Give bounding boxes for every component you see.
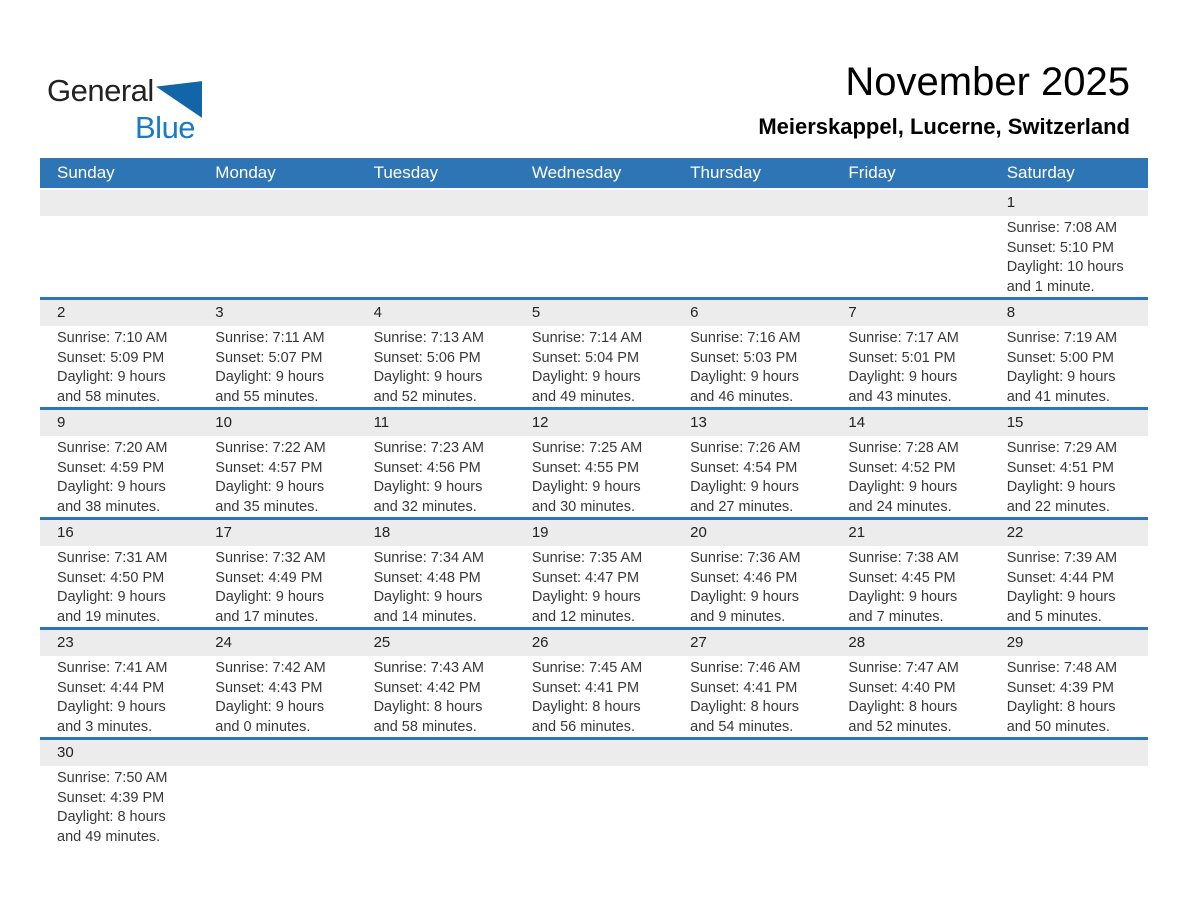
day-number: 14 — [831, 410, 989, 436]
day-info — [515, 326, 673, 407]
daylight-text-line1: Daylight: 9 hours — [531, 589, 641, 605]
day-number: 29 — [990, 630, 1148, 656]
empty-day-cell — [40, 190, 198, 297]
day-number — [673, 740, 831, 766]
day-info — [673, 326, 831, 407]
day-info — [515, 546, 673, 627]
week-row — [40, 190, 1148, 297]
sunrise-text: Sunrise: 7:17 AM — [848, 330, 959, 346]
calendar-day-cell — [198, 410, 356, 517]
day-number: 15 — [990, 410, 1148, 436]
sunset-text: Sunset: 4:43 PM — [215, 679, 323, 696]
day-number — [831, 740, 989, 766]
sunset-text: Sunset: 4:46 PM — [690, 569, 798, 586]
daylight-text-line1: Daylight: 8 hours — [848, 699, 958, 715]
day-number: 5 — [515, 300, 673, 326]
sunset-text: Sunset: 4:51 PM — [1006, 459, 1114, 476]
daylight-text-line1: Daylight: 8 hours — [690, 699, 799, 715]
calendar-day-cell — [357, 520, 515, 627]
day-number: 7 — [831, 300, 989, 326]
daylight-text-line1: Daylight: 9 hours — [1006, 589, 1116, 605]
sunset-text: Sunset: 4:42 PM — [373, 679, 481, 696]
empty-day-cell — [990, 740, 1148, 847]
sunrise-text: Sunrise: 7:16 AM — [690, 330, 801, 346]
sunset-text: Sunset: 4:41 PM — [531, 679, 640, 696]
sunset-text: Sunset: 4:59 PM — [57, 459, 165, 476]
daylight-text-line1: Daylight: 9 hours — [215, 369, 325, 385]
sunrise-text: Sunrise: 7:34 AM — [373, 550, 484, 566]
calendar-day-cell — [515, 300, 673, 407]
daylight-text-line2: and 27 minutes. — [690, 498, 794, 515]
calendar-day-cell — [198, 520, 356, 627]
sunset-text: Sunset: 5:03 PM — [690, 349, 798, 366]
daylight-text-line2: and 1 minute. — [1006, 278, 1095, 295]
empty-day-cell — [831, 740, 989, 847]
sunrise-text: Sunrise: 7:45 AM — [531, 660, 643, 676]
page-subtitle: Meierskappel, Lucerne, Switzerland — [758, 114, 1130, 139]
weekday-header: Sunday — [57, 163, 115, 182]
day-number: 20 — [673, 520, 831, 546]
empty-day-cell — [357, 190, 515, 297]
day-info — [515, 436, 673, 517]
empty-day-cell — [198, 740, 356, 847]
daylight-text-line1: Daylight: 9 hours — [848, 369, 958, 385]
day-info — [673, 656, 831, 737]
day-info — [357, 436, 515, 517]
daylight-text-line2: and 43 minutes. — [848, 388, 952, 405]
calendar-day-cell — [990, 300, 1148, 407]
day-number: 28 — [831, 630, 989, 656]
sunrise-text: Sunrise: 7:36 AM — [690, 550, 801, 566]
daylight-text-line1: Daylight: 9 hours — [57, 479, 166, 495]
day-info — [198, 436, 356, 517]
sunrise-text: Sunrise: 7:23 AM — [373, 440, 484, 456]
daylight-text-line1: Daylight: 9 hours — [531, 369, 641, 385]
daylight-text-line1: Daylight: 9 hours — [1006, 479, 1116, 495]
calendar-day-cell — [515, 520, 673, 627]
day-info — [990, 656, 1148, 737]
sunset-text: Sunset: 4:40 PM — [848, 679, 956, 696]
daylight-text-line1: Daylight: 9 hours — [373, 479, 483, 495]
daylight-text-line1: Daylight: 9 hours — [215, 589, 325, 605]
sunset-text: Sunset: 4:39 PM — [1006, 679, 1114, 696]
daylight-text-line2: and 30 minutes. — [531, 498, 636, 515]
daylight-text-line1: Daylight: 9 hours — [215, 479, 325, 495]
day-number: 12 — [515, 410, 673, 436]
day-number: 19 — [515, 520, 673, 546]
calendar-day-cell — [515, 630, 673, 737]
calendar-day-cell — [831, 520, 989, 627]
daylight-text-line1: Daylight: 9 hours — [690, 479, 799, 495]
day-number: 18 — [357, 520, 515, 546]
day-number — [831, 190, 989, 216]
sunrise-text: Sunrise: 7:25 AM — [531, 440, 643, 456]
daylight-text-line1: Daylight: 8 hours — [1006, 699, 1116, 715]
day-number — [990, 740, 1148, 766]
day-number: 10 — [198, 410, 356, 436]
day-info — [357, 546, 515, 627]
sunset-text: Sunset: 5:00 PM — [1006, 349, 1114, 366]
day-number: 22 — [990, 520, 1148, 546]
daylight-text-line2: and 22 minutes. — [1006, 498, 1110, 515]
sunrise-text: Sunrise: 7:19 AM — [1006, 330, 1118, 346]
daylight-text-line2: and 3 minutes. — [57, 718, 153, 735]
daylight-text-line1: Daylight: 9 hours — [57, 699, 166, 715]
sunrise-text: Sunrise: 7:26 AM — [690, 440, 801, 456]
daylight-text-line2: and 19 minutes. — [57, 608, 161, 625]
general-blue-logo — [47, 74, 202, 143]
day-number: 2 — [40, 300, 198, 326]
day-number — [198, 190, 356, 216]
day-number — [515, 190, 673, 216]
day-info — [198, 546, 356, 627]
daylight-text-line2: and 56 minutes. — [531, 718, 636, 735]
day-number — [40, 190, 198, 216]
day-number: 11 — [357, 410, 515, 436]
day-info — [831, 546, 989, 627]
weekday-header: Saturday — [1006, 163, 1075, 182]
sunset-text: Sunset: 4:52 PM — [848, 459, 956, 476]
day-number — [357, 190, 515, 216]
daylight-text-line2: and 5 minutes. — [1006, 608, 1102, 625]
calendar-day-cell — [990, 630, 1148, 737]
sunrise-text: Sunrise: 7:32 AM — [215, 550, 326, 566]
sunset-text: Sunset: 4:49 PM — [215, 569, 323, 586]
sunrise-text: Sunrise: 7:42 AM — [215, 660, 326, 676]
day-number: 8 — [990, 300, 1148, 326]
calendar-day-cell — [831, 630, 989, 737]
calendar-day-cell — [198, 630, 356, 737]
day-number: 3 — [198, 300, 356, 326]
calendar-day-cell — [990, 410, 1148, 517]
daylight-text-line2: and 54 minutes. — [690, 718, 794, 735]
daylight-text-line2: and 52 minutes. — [848, 718, 952, 735]
day-info — [990, 216, 1148, 297]
calendar-day-cell — [673, 630, 831, 737]
calendar-day-cell — [40, 300, 198, 407]
daylight-text-line2: and 12 minutes. — [531, 608, 636, 625]
day-info — [990, 326, 1148, 407]
sunset-text: Sunset: 4:55 PM — [531, 459, 640, 476]
daylight-text-line2: and 38 minutes. — [57, 498, 161, 515]
daylight-text-line1: Daylight: 9 hours — [373, 369, 483, 385]
day-number — [673, 190, 831, 216]
day-number: 30 — [40, 740, 198, 766]
daylight-text-line2: and 49 minutes. — [531, 388, 636, 405]
week-row — [40, 297, 1148, 407]
daylight-text-line1: Daylight: 8 hours — [531, 699, 641, 715]
day-number: 6 — [673, 300, 831, 326]
day-info — [40, 656, 198, 737]
daylight-text-line2: and 35 minutes. — [215, 498, 319, 515]
calendar-day-cell — [673, 410, 831, 517]
day-number — [198, 740, 356, 766]
daylight-text-line2: and 24 minutes. — [848, 498, 952, 515]
sunrise-text: Sunrise: 7:43 AM — [373, 660, 484, 676]
day-number — [515, 740, 673, 766]
calendar-day-cell — [40, 630, 198, 737]
day-number: 27 — [673, 630, 831, 656]
day-number: 1 — [990, 190, 1148, 216]
calendar-day-cell — [40, 520, 198, 627]
daylight-text-line2: and 49 minutes. — [57, 828, 161, 845]
daylight-text-line1: Daylight: 9 hours — [848, 479, 958, 495]
empty-day-cell — [515, 190, 673, 297]
sunrise-text: Sunrise: 7:31 AM — [57, 550, 168, 566]
sunset-text: Sunset: 5:06 PM — [373, 349, 481, 366]
sunrise-text: Sunrise: 7:10 AM — [57, 330, 168, 346]
daylight-text-line1: Daylight: 9 hours — [57, 369, 166, 385]
sunset-text: Sunset: 4:54 PM — [690, 459, 798, 476]
calendar-day-cell — [831, 410, 989, 517]
sunset-text: Sunset: 4:41 PM — [690, 679, 798, 696]
page-title: November 2025 — [845, 60, 1130, 104]
empty-day-cell — [673, 740, 831, 847]
sunrise-text: Sunrise: 7:35 AM — [531, 550, 643, 566]
day-info — [515, 656, 673, 737]
daylight-text-line2: and 58 minutes. — [373, 718, 477, 735]
sunset-text: Sunset: 4:50 PM — [57, 569, 165, 586]
daylight-text-line2: and 50 minutes. — [1006, 718, 1110, 735]
day-number: 16 — [40, 520, 198, 546]
day-info — [831, 436, 989, 517]
daylight-text-line2: and 46 minutes. — [690, 388, 794, 405]
sunset-text: Sunset: 5:09 PM — [57, 349, 165, 366]
calendar-day-cell — [831, 300, 989, 407]
weeks-container — [40, 190, 1148, 847]
day-info — [198, 326, 356, 407]
sunrise-text: Sunrise: 7:22 AM — [215, 440, 326, 456]
sunrise-text: Sunrise: 7:08 AM — [1006, 220, 1118, 236]
daylight-text-line2: and 41 minutes. — [1006, 388, 1110, 405]
sunrise-text: Sunrise: 7:20 AM — [57, 440, 168, 456]
logo-text-blue: Blue — [135, 110, 196, 145]
sunset-text: Sunset: 4:57 PM — [215, 459, 323, 476]
sunset-text: Sunset: 5:01 PM — [848, 349, 956, 366]
daylight-text-line1: Daylight: 9 hours — [1006, 369, 1116, 385]
daylight-text-line2: and 32 minutes. — [373, 498, 477, 515]
day-info — [673, 436, 831, 517]
day-info — [990, 546, 1148, 627]
day-info — [40, 766, 198, 847]
sunrise-text: Sunrise: 7:50 AM — [57, 770, 168, 786]
sunrise-text: Sunrise: 7:38 AM — [848, 550, 959, 566]
daylight-text-line2: and 9 minutes. — [690, 608, 786, 625]
day-number: 25 — [357, 630, 515, 656]
sunset-text: Sunset: 5:10 PM — [1006, 239, 1114, 256]
day-number: 13 — [673, 410, 831, 436]
daylight-text-line1: Daylight: 9 hours — [531, 479, 641, 495]
week-row — [40, 627, 1148, 737]
sunrise-text: Sunrise: 7:14 AM — [531, 330, 643, 346]
daylight-text-line2: and 55 minutes. — [215, 388, 319, 405]
empty-day-cell — [673, 190, 831, 297]
daylight-text-line1: Daylight: 9 hours — [690, 369, 799, 385]
weekday-header: Monday — [215, 163, 276, 182]
sunset-text: Sunset: 4:44 PM — [57, 679, 165, 696]
daylight-text-line2: and 0 minutes. — [215, 718, 311, 735]
sunrise-text: Sunrise: 7:28 AM — [848, 440, 959, 456]
day-info — [990, 436, 1148, 517]
calendar-day-cell — [673, 520, 831, 627]
day-info — [40, 326, 198, 407]
empty-day-cell — [198, 190, 356, 297]
calendar-day-cell — [40, 740, 198, 847]
sunrise-text: Sunrise: 7:48 AM — [1006, 660, 1118, 676]
empty-day-cell — [357, 740, 515, 847]
empty-day-cell — [515, 740, 673, 847]
daylight-text-line1: Daylight: 9 hours — [57, 589, 166, 605]
weekday-header: Wednesday — [531, 163, 622, 182]
daylight-text-line1: Daylight: 8 hours — [57, 809, 166, 825]
weekday-header-row — [40, 158, 1148, 188]
calendar-day-cell — [990, 520, 1148, 627]
sunrise-text: Sunrise: 7:39 AM — [1006, 550, 1118, 566]
calendar-day-cell — [673, 300, 831, 407]
day-info — [357, 326, 515, 407]
calendar-day-cell — [357, 410, 515, 517]
daylight-text-line1: Daylight: 9 hours — [690, 589, 799, 605]
day-info — [198, 656, 356, 737]
day-info — [357, 656, 515, 737]
sunset-text: Sunset: 4:44 PM — [1006, 569, 1114, 586]
daylight-text-line1: Daylight: 9 hours — [373, 589, 483, 605]
day-number: 9 — [40, 410, 198, 436]
daylight-text-line1: Daylight: 9 hours — [215, 699, 325, 715]
sunrise-text: Sunrise: 7:47 AM — [848, 660, 959, 676]
weekday-header: Tuesday — [373, 163, 439, 182]
week-row — [40, 407, 1148, 517]
sunset-text: Sunset: 4:48 PM — [373, 569, 481, 586]
daylight-text-line1: Daylight: 8 hours — [373, 699, 483, 715]
logo-text-general: General — [47, 73, 154, 108]
calendar-day-cell — [515, 410, 673, 517]
daylight-text-line2: and 52 minutes. — [373, 388, 477, 405]
day-info — [40, 436, 198, 517]
calendar-day-cell — [40, 410, 198, 517]
calendar-day-cell — [357, 300, 515, 407]
sunrise-text: Sunrise: 7:46 AM — [690, 660, 801, 676]
week-row — [40, 517, 1148, 627]
sunset-text: Sunset: 4:39 PM — [57, 789, 165, 806]
day-number: 26 — [515, 630, 673, 656]
day-info — [673, 546, 831, 627]
weekday-header: Thursday — [690, 163, 762, 182]
daylight-text-line1: Daylight: 9 hours — [848, 589, 958, 605]
day-number — [357, 740, 515, 766]
sunset-text: Sunset: 5:04 PM — [531, 349, 640, 366]
daylight-text-line2: and 7 minutes. — [848, 608, 944, 625]
day-info — [40, 546, 198, 627]
day-info — [831, 656, 989, 737]
calendar-day-cell — [357, 630, 515, 737]
daylight-text-line1: Daylight: 10 hours — [1006, 259, 1124, 275]
weekday-header: Friday — [848, 163, 896, 182]
sunset-text: Sunset: 5:07 PM — [215, 349, 323, 366]
day-number: 17 — [198, 520, 356, 546]
empty-day-cell — [831, 190, 989, 297]
day-number: 21 — [831, 520, 989, 546]
sunrise-text: Sunrise: 7:41 AM — [57, 660, 168, 676]
daylight-text-line2: and 58 minutes. — [57, 388, 161, 405]
calendar-day-cell — [990, 190, 1148, 297]
week-row — [40, 737, 1148, 847]
day-info — [831, 326, 989, 407]
sunset-text: Sunset: 4:56 PM — [373, 459, 481, 476]
day-number: 23 — [40, 630, 198, 656]
daylight-text-line2: and 14 minutes. — [373, 608, 477, 625]
calendar-header — [758, 58, 1130, 140]
sunrise-text: Sunrise: 7:11 AM — [215, 330, 325, 346]
day-number: 4 — [357, 300, 515, 326]
sunset-text: Sunset: 4:47 PM — [531, 569, 640, 586]
calendar-grid — [40, 158, 1148, 847]
sunrise-text: Sunrise: 7:29 AM — [1006, 440, 1118, 456]
calendar-day-cell — [198, 300, 356, 407]
sunrise-text: Sunrise: 7:13 AM — [373, 330, 484, 346]
day-number: 24 — [198, 630, 356, 656]
sunset-text: Sunset: 4:45 PM — [848, 569, 956, 586]
daylight-text-line2: and 17 minutes. — [215, 608, 319, 625]
